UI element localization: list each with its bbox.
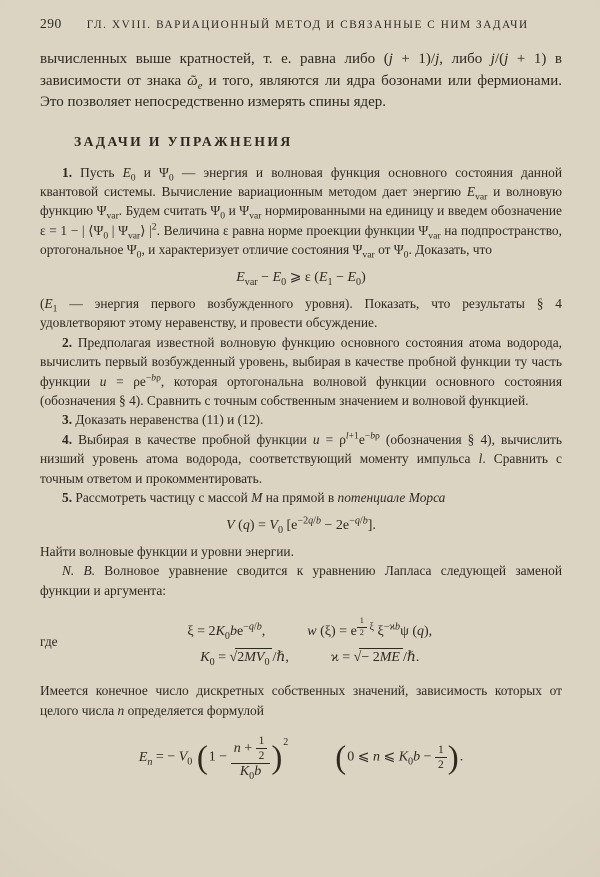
formula-substitution-2: $K_0 = √2MV_0$ /ℏ, ϰ = √− 2ME /ℏ.	[200, 649, 420, 668]
problem-1-continued: ($E_1$ — энергия первого возбужденного уровня). Показать, что результаты § 4 удовлетворяют этому неравенству, и провести обсуждение.	[40, 296, 562, 331]
problem-3: 3. Доказать неравенства (11) и (12).	[62, 412, 264, 428]
formula-substitution-1: $\xi = 2K_0be^{-q/b}$, w (ξ) = e $^{\frac{1}{2} \xi}$ $\xi^{-ϰb}\psi$ (q),	[187, 616, 433, 643]
problem-1: 1. Пусть $E_0$ и $\Psi_0$ — энергия и волновая функция основного состояния данной квантовой системы. Вычисление вариационным методом дает энергию $E_{var}$ и волновую функцию $\Psi_{var}$. Будем считать $\Psi_0$ и $\Psi_{var}$ нормированными на единицу и введем обозначение ε = 1 − | $⟨\Psi_0$ | $\Psi_{var}⟩$ $|^2$. Величина ε равна норме проекции функции $\Psi_{var}$ на подпространство, ортогональное $\Psi_0$, и характеризует отличие состояния $\Psi_{var}$ от $\Psi_0$. Доказать, что	[40, 164, 563, 261]
running-title: ГЛ. XVIII. ВАРИАЦИОННЫЙ МЕТОД И СВЯЗАННЫЕ С НИМ ЗАДАЧИ	[86, 19, 529, 31]
section-title: ЗАДАЧИ И УПРАЖНЕНИЯ	[74, 133, 293, 149]
problem-5-nb: N. B. Волновое уравнение сводится к уравнению Лапласа следующей заменой функции и аргумента:	[40, 563, 563, 598]
substitution-formulas	[58, 610, 562, 673]
formula-energy-levels: $E_n$ = − $V_0$ (1 − n + $\frac{1}{2}$ $K_0b$ )$^2$ (0 ⩽ n ⩽ $K_0b$ − $\frac{1}{2}$ ).	[138, 735, 464, 783]
problem-5: 5. Рассмотреть частицу с массой M на прямой в потенциале Морса	[62, 490, 446, 506]
problem-5-note: Имеется конечное число дискретных собственных значений, зависимость которых от целого числа n определяется формулой	[40, 683, 562, 718]
where-label: где	[40, 633, 58, 649]
intro-paragraph: вычисленных выше кратностей, т. е. равна либо (j + 1)/j, либо j/(j + 1) в зависимости от знака ῶ$_e$ и того, являются ли ядра бозонами или фермионами. Это позволяет непосредственно измерять спины ядер.	[40, 51, 562, 110]
formula-morse-potential: V $(q) = V_0$ $[e^{-2q/b} - 2e^{-q/b}]$.	[226, 514, 376, 536]
problem-2: 2. Предполагая известной волновую функцию основного состояния атома водорода, вычислить первый возбужденный уровень, выбирая в качестве пробной функции ту часть функции $u = \rho e^{-b\rho}$, которая ортогональна волновой функции основного состояния (обозначения § 4). Сравнить с точным собственным значением и волновой функцией.	[40, 334, 562, 409]
page-header	[40, 16, 562, 32]
formula-variational-inequality: $E_{var} - E_0$ ⩾ ε $(E_1 - E_0)$	[236, 269, 366, 288]
substitution-block	[40, 610, 562, 673]
problem-5-task: Найти волновые функции и уровни энергии.	[40, 544, 294, 559]
page-number: 290	[40, 16, 62, 31]
problem-4: 4. Выбирая в качестве пробной функции $u = \rho^{l+1}e^{-b\rho}$ (обозначения § 4), вычислить низший уровень атома водорода, соответствующий моменту импульса l. Сравнить с точным ответом и прокомментировать.	[40, 430, 562, 486]
